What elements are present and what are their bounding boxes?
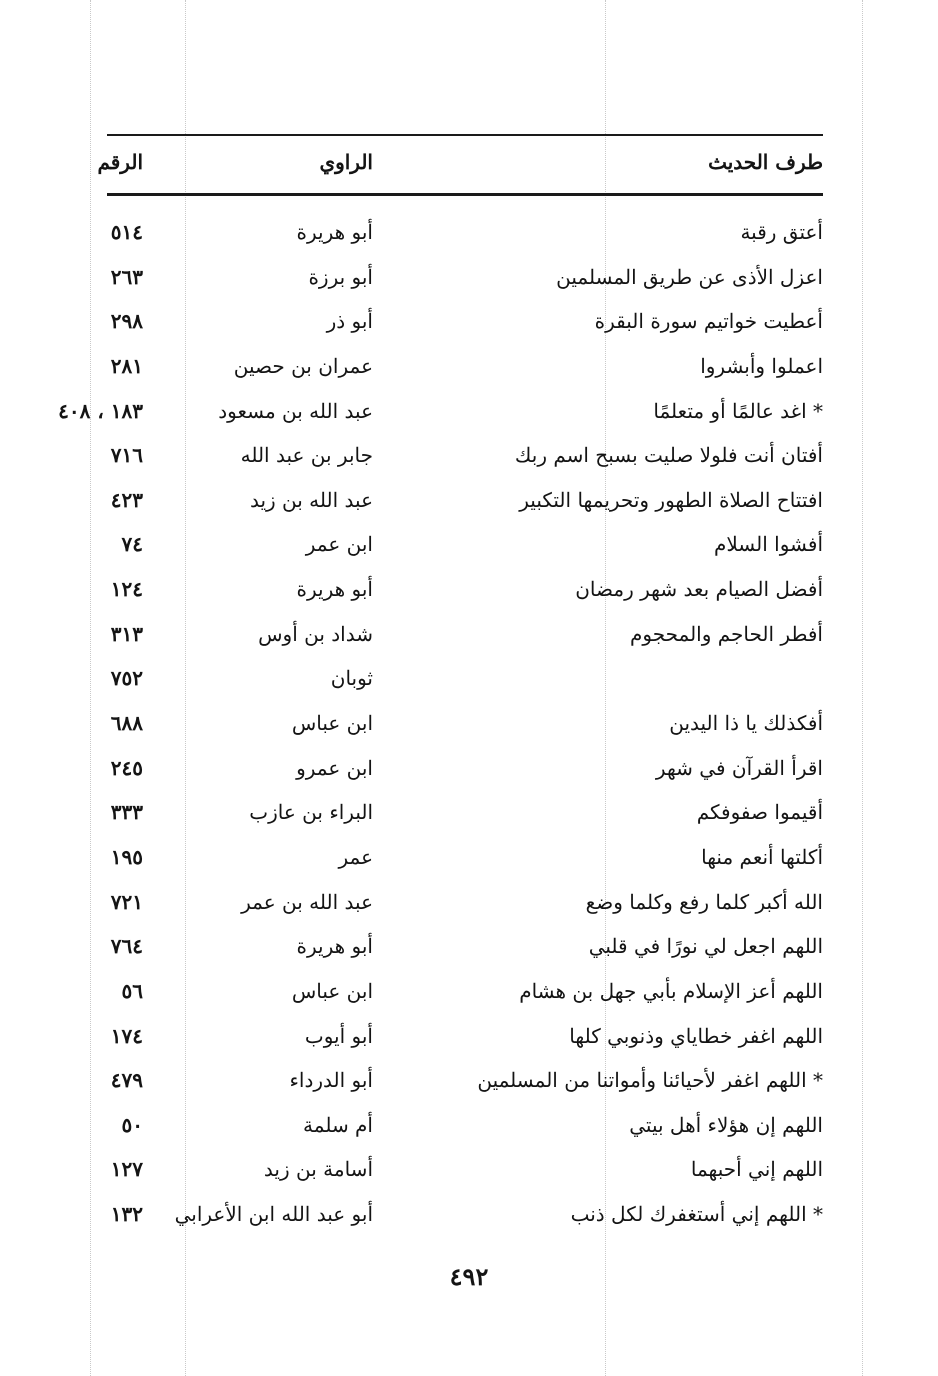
- hadith-number: ١٣٢: [110, 1202, 143, 1227]
- table-row: [0, 569, 938, 614]
- header-narrator: الراوي: [319, 150, 373, 174]
- hadith-number: ٢٩٨: [110, 309, 143, 334]
- table-row: [0, 257, 938, 302]
- hadith-number: ٧٤: [121, 532, 143, 557]
- hadith-text: الله أكبر كلما رفع وكلما وضع: [585, 889, 823, 914]
- hadith-number: ٢٦٣: [110, 264, 143, 289]
- narrator-name: ابن عمرو: [296, 755, 373, 780]
- narrator-name: جابر بن عبد الله: [240, 443, 373, 468]
- narrator-name: البراء بن عازب: [249, 800, 373, 825]
- header-number: الرقم: [97, 150, 143, 174]
- table-row: [0, 480, 938, 525]
- page-number: ٤٩٢: [449, 1262, 489, 1291]
- hadith-number: ٤٧٩: [110, 1068, 143, 1093]
- narrator-name: ابن عباس: [291, 978, 373, 1003]
- hadith-index-table: [0, 212, 938, 1239]
- hadith-text: * اللهم اغفر لأحيائنا وأمواتنا من المسلمين: [477, 1068, 823, 1093]
- header-hadith: طرف الحديث: [708, 150, 823, 174]
- narrator-name: شداد بن أوس: [258, 621, 373, 646]
- table-row: [0, 614, 938, 659]
- narrator-name: أبو ذر: [326, 309, 373, 334]
- table-row: [0, 1149, 938, 1194]
- table-row: [0, 971, 938, 1016]
- narrator-name: عبد الله بن مسعود: [218, 398, 373, 423]
- table-row: [0, 212, 938, 257]
- hadith-text: اللهم إني أحبهما: [690, 1157, 823, 1182]
- narrator-name: أبو عبد الله ابن الأعرابي: [174, 1202, 373, 1227]
- hadith-number: ٧٥٢: [110, 666, 143, 691]
- hadith-text: * اللهم إني أستغفرك لكل ذنب: [570, 1202, 823, 1227]
- table-row: [0, 748, 938, 793]
- hadith-number: ٢٨١: [110, 353, 143, 378]
- table-row: [0, 658, 938, 703]
- hadith-text: أكلتها أنعم منها: [701, 844, 823, 869]
- table-header: [0, 142, 938, 186]
- narrator-name: أبو أيوب: [304, 1023, 373, 1048]
- hadith-text: أقيموا صفوفكم: [696, 800, 823, 825]
- narrator-name: أبو هريرة: [296, 220, 373, 244]
- table-row: [0, 435, 938, 480]
- narrator-name: عمر: [338, 844, 373, 869]
- hadith-number: ١٩٥: [110, 844, 143, 869]
- narrator-name: أسامة بن زيد: [263, 1157, 373, 1182]
- narrator-name: أبو برزة: [308, 264, 373, 289]
- narrator-name: عبد الله بن عمر: [241, 889, 373, 914]
- hadith-text: أفتان أنت فلولا صليت بسبح اسم ربك: [514, 443, 823, 468]
- hadith-text: اقرأ القرآن في شهر: [655, 755, 823, 780]
- hadith-text: اللهم إن هؤلاء أهل بيتي: [629, 1112, 823, 1137]
- narrator-name: أبو الدرداء: [289, 1068, 373, 1093]
- narrator-name: أم سلمة: [303, 1112, 373, 1137]
- hadith-text: اعزل الأذى عن طريق المسلمين: [556, 264, 823, 289]
- top-rule: [107, 134, 823, 136]
- hadith-text: * اغد عالمًا أو متعلمًا: [653, 398, 823, 423]
- table-row: [0, 1060, 938, 1105]
- hadith-number: ٥٦: [121, 978, 143, 1003]
- hadith-text: أعتق رقبة: [740, 220, 823, 244]
- table-row: [0, 346, 938, 391]
- table-row: [0, 301, 938, 346]
- hadith-number: ٧٢١: [110, 889, 143, 914]
- hadith-text: أفطر الحاجم والمحجوم: [629, 621, 823, 646]
- hadith-number: ٣١٣: [110, 621, 143, 646]
- hadith-number: ٧١٦: [110, 443, 143, 468]
- table-row: [0, 837, 938, 882]
- hadith-text: اللهم اجعل لي نورًا في قلبي: [588, 934, 823, 959]
- header-rule: [107, 193, 823, 196]
- hadith-number: ٦٨٨: [110, 711, 143, 736]
- hadith-number: ٥١٤: [110, 220, 143, 244]
- table-row: [0, 926, 938, 971]
- table-row: [0, 524, 938, 569]
- hadith-number: ٥٠: [121, 1112, 143, 1137]
- hadith-number: ٣٣٣: [110, 800, 143, 825]
- table-row: [0, 703, 938, 748]
- hadith-number: ٤٢٣: [110, 487, 143, 512]
- narrator-name: أبو هريرة: [296, 934, 373, 959]
- hadith-text: اعملوا وأبشروا: [700, 353, 823, 378]
- table-row: [0, 1105, 938, 1150]
- hadith-text: اللهم أعز الإسلام بأبي جهل بن هشام: [519, 978, 823, 1003]
- narrator-name: ابن عباس: [291, 711, 373, 736]
- narrator-name: ابن عمر: [305, 532, 373, 557]
- hadith-text: أعطيت خواتيم سورة البقرة: [594, 309, 823, 334]
- table-row: [0, 1194, 938, 1239]
- narrator-name: عمران بن حصين: [233, 353, 373, 378]
- hadith-number: ١٨٣ ، ٤٠٨: [58, 398, 143, 423]
- table-row: [0, 882, 938, 927]
- hadith-text: أفشوا السلام: [713, 532, 823, 557]
- narrator-name: عبد الله بن زيد: [249, 487, 373, 512]
- hadith-text: أفكذلك يا ذا اليدين: [669, 711, 823, 736]
- hadith-number: ٢٤٥: [110, 755, 143, 780]
- hadith-text: اللهم اغفر خطاياي وذنوبي كلها: [569, 1023, 823, 1048]
- narrator-name: أبو هريرة: [296, 577, 373, 602]
- table-row: [0, 1016, 938, 1061]
- hadith-text: أفضل الصيام بعد شهر رمضان: [575, 577, 823, 602]
- table-row: [0, 391, 938, 436]
- hadith-number: ١٢٧: [110, 1157, 143, 1182]
- hadith-number: ١٧٤: [110, 1023, 143, 1048]
- table-row: [0, 792, 938, 837]
- hadith-number: ٧٦٤: [110, 934, 143, 959]
- hadith-number: ١٢٤: [110, 577, 143, 602]
- narrator-name: ثوبان: [330, 666, 373, 691]
- hadith-text: افتتاح الصلاة الطهور وتحريمها التكبير: [519, 487, 823, 512]
